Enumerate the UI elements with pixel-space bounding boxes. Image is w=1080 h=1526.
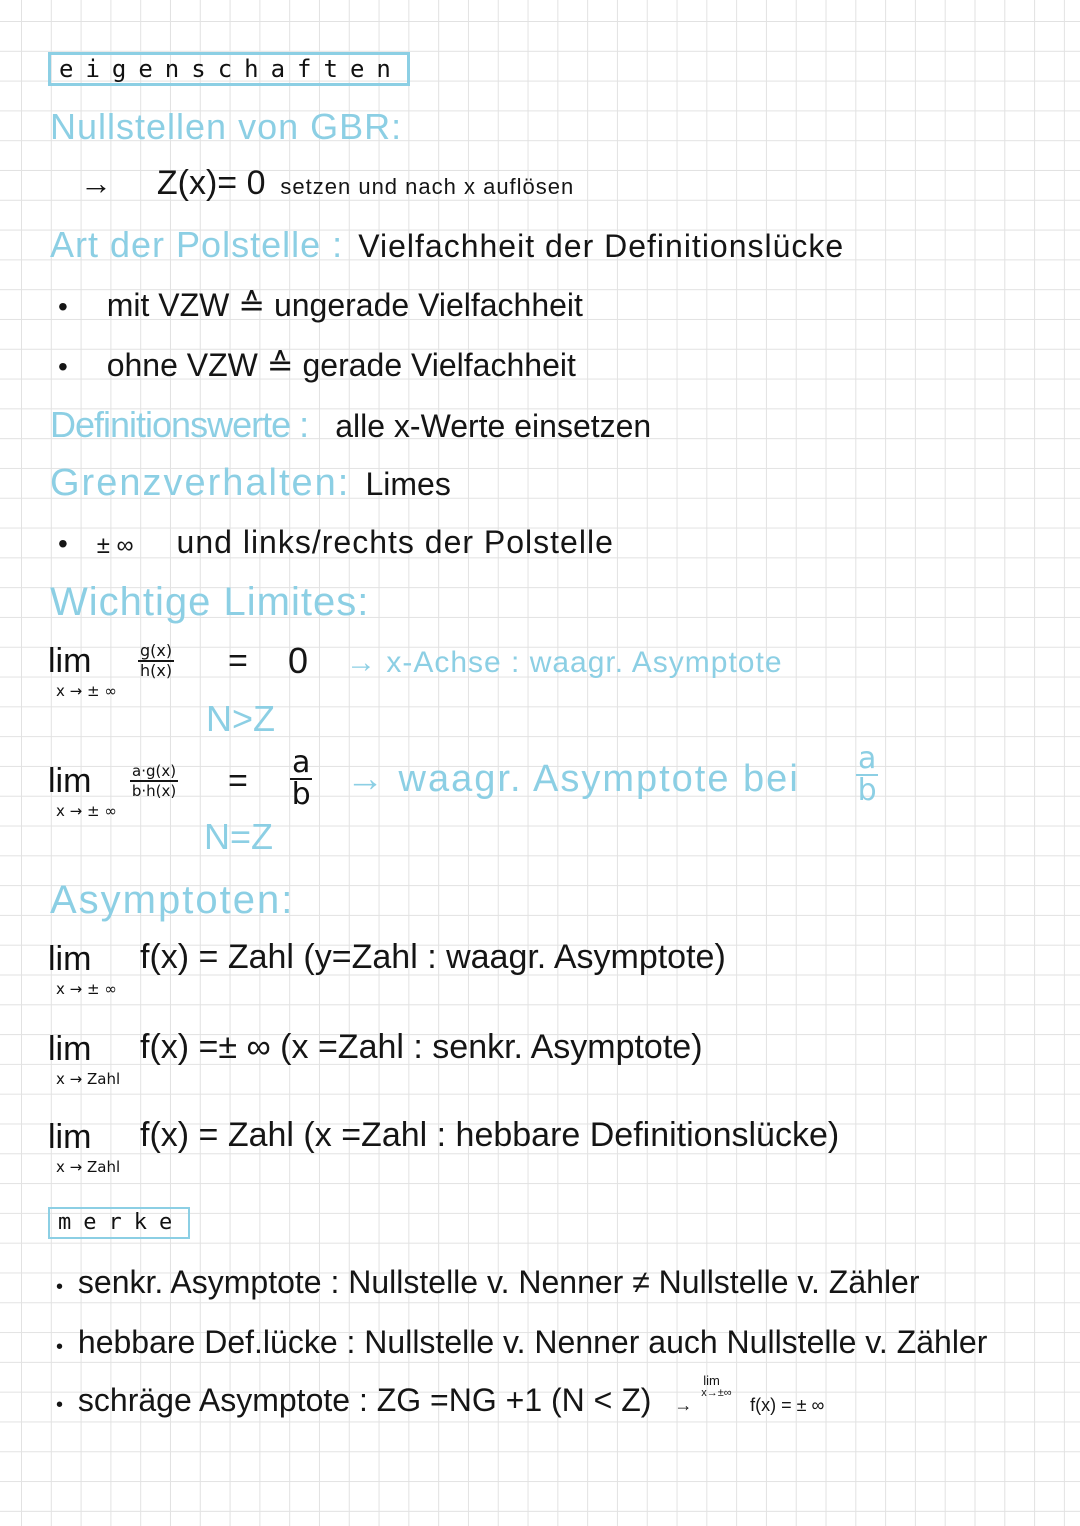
merke-bullet-3: • schräge Asymptote : ZG =NG +1 (N < Z) → lim x→±∞ f(x) = ± ∞ [56, 1373, 825, 1418]
fraction-g-over-h: $\frac{g(x)}{h(x)}$ [140, 641, 173, 680]
lim-label: lim [48, 762, 92, 800]
grenzverhalten-line [50, 462, 451, 505]
heading-nullstellen: Nullstellen von GBR: [50, 106, 403, 147]
bullet-icon: • [56, 1394, 64, 1416]
merke-text: merke [58, 1210, 185, 1235]
equals-sign: = [228, 762, 248, 800]
bullet-icon: • [56, 1276, 64, 1298]
limit-note-1: → x-Achse : waagr. Asymptote [346, 646, 783, 679]
lim-subscript: x → ± ∞ [56, 980, 117, 998]
lim-label: lim [48, 1118, 92, 1156]
asymptote-row-2 [48, 1030, 121, 1088]
bullet-icon: • [58, 291, 68, 322]
limit-row-2 [48, 762, 117, 820]
condition-n-eq-z: N=Z [204, 816, 274, 857]
asymptote-row-1 [48, 940, 117, 998]
grenzverhalten-bullet: • ± ∞ und links/rechts der Polstelle [58, 524, 614, 560]
lim-label: lim [48, 1030, 92, 1068]
heading-polstelle: Art der Polstelle : [50, 224, 344, 265]
definitionswerte-text: alle x-Werte einsetzen [335, 408, 652, 444]
limit-note-2: → waagr. Asymptote bei [346, 758, 800, 800]
heading-wichtige-limites: Wichtige Limites: [50, 580, 370, 624]
condition-n-gt-z: N>Z [206, 698, 276, 739]
fraction-a-over-b: $\frac{a}{b}$ [291, 745, 311, 812]
plus-minus-infinity: ± ∞ [96, 532, 134, 559]
tail-lim: lim x→±∞ [701, 1373, 732, 1399]
nullstellen-formula: Z(x)= 0 [156, 164, 266, 202]
lim-subscript: x → ± ∞ [56, 802, 117, 820]
fraction-ag-over-bh: $\frac{a\cdot g(x)}{b\cdot h(x)}$ [131, 762, 177, 800]
bullet-icon: • [58, 351, 68, 382]
polstelle-line [50, 224, 844, 266]
asymptote-expr-3: f(x) = Zahl (x =Zahl : hebbare Definitionslücke) [140, 1116, 840, 1154]
arrow-icon: → [674, 1395, 693, 1415]
title-box [48, 52, 410, 86]
nullstellen-line [80, 164, 574, 203]
asymptote-row-3 [48, 1118, 121, 1176]
polstelle-bullet-1: • mit VZW ≙ ungerade Vielfachheit [58, 287, 583, 323]
lim-label: lim [48, 940, 92, 978]
merke-bullet-2: • hebbare Def.lücke : Nullstelle v. Nenner auch Nullstelle v. Zähler [56, 1324, 988, 1360]
lim-label: lim [48, 642, 92, 680]
heading-asymptoten: Asymptoten: [50, 878, 295, 922]
asymptote-expr-2: f(x) =± ∞ (x =Zahl : senkr. Asymptote) [140, 1028, 703, 1066]
asymptote-expr-1: f(x) = Zahl (y=Zahl : waagr. Asymptote) [140, 938, 726, 976]
limit-row-1 [48, 642, 117, 700]
heading-grenzverhalten: Grenzverhalten: [50, 462, 351, 504]
grenzverhalten-text: Limes [365, 466, 451, 502]
polstelle-text: Vielfachheit der Definitionslücke [358, 228, 845, 264]
lim-subscript: x → ± ∞ [56, 682, 117, 700]
merke-bullet-1: • senkr. Asymptote : Nullstelle v. Nenner ≠ Nullstelle v. Zähler [56, 1264, 920, 1300]
merke-box [48, 1207, 190, 1239]
bullet-icon: • [56, 1336, 64, 1358]
limit-result: 0 [288, 640, 309, 681]
lim-subscript: x → Zahl [56, 1158, 121, 1176]
equals-sign: = [228, 642, 248, 680]
arrow-icon: → [80, 165, 112, 201]
fraction-a-over-b-note: $\frac{a}{b}$ [857, 741, 877, 808]
polstelle-bullet-2: • ohne VZW ≙ gerade Vielfachheit [58, 347, 576, 383]
lim-subscript: x → Zahl [56, 1070, 121, 1088]
bullet-icon: • [58, 528, 68, 559]
nullstellen-text: setzen und nach x auflösen [280, 174, 575, 199]
title-text: eigenschaften [59, 55, 403, 83]
definitionswerte-line [50, 404, 651, 446]
heading-definitionswerte: Definitionswerte : [50, 404, 309, 445]
